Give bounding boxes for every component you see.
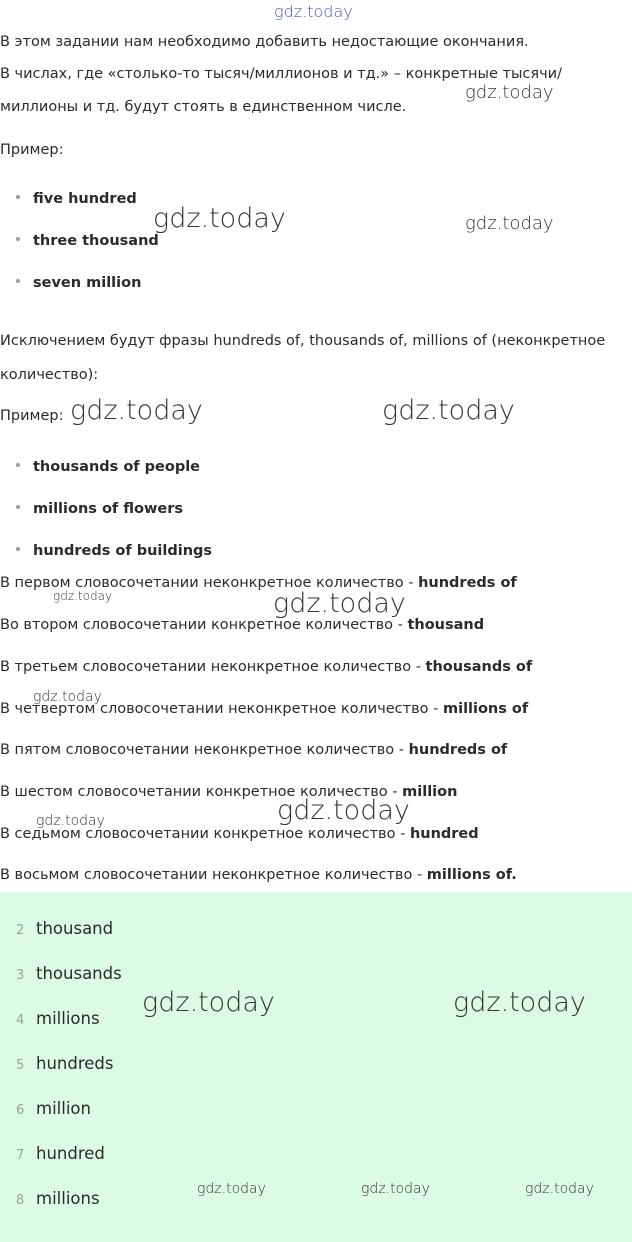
row-number: 6 [16, 1103, 25, 1118]
intro-line-2: В числах, где «столько-то тысяч/миллионов и тд.» – конкретные тысячи/ [0, 66, 562, 82]
explanation-line: В пятом словосочетании неконкретное количество - hundreds of [0, 742, 508, 758]
watermark: gdz.today [70, 395, 203, 426]
watermark: gdz.today [465, 213, 554, 234]
explanation-line: В шестом словосочетании конкретное количество - million [0, 784, 458, 800]
example-text: three thousand [33, 233, 159, 249]
watermark: gdz.today [153, 203, 286, 234]
watermark: gdz.today [465, 82, 554, 103]
answer-row [16, 1054, 114, 1073]
row-number: 7 [16, 1148, 25, 1163]
answer-row [16, 1009, 100, 1028]
watermark: gdz.today [361, 1181, 430, 1197]
explanation-line: В восьмом словосочетании неконкретное количество - millions of. [0, 867, 517, 883]
watermark: gdz.today [33, 689, 102, 705]
example-text: millions of flowers [33, 501, 183, 517]
watermark: gdz.today [142, 987, 275, 1018]
answer-word: thousands [36, 964, 122, 983]
example-label-2: Пример: [0, 408, 64, 424]
example-text: five hundred [33, 191, 137, 207]
explanation-answer: hundred [409, 826, 479, 842]
watermark: gdz.today [525, 1181, 594, 1197]
watermark: gdz.today [453, 987, 586, 1018]
explanation-answer: million [402, 784, 458, 800]
answer-word: million [36, 1099, 91, 1118]
list-item [16, 501, 183, 517]
explanation-answer: thousand [407, 617, 485, 633]
answer-row [16, 1189, 100, 1208]
example-label-1: Пример: [0, 142, 64, 158]
list-item [16, 233, 159, 249]
watermark: gdz.today [277, 795, 410, 826]
row-number: 3 [16, 968, 25, 983]
answer-word: hundred [36, 1144, 105, 1163]
answer-word: millions [36, 1189, 100, 1208]
bullet-icon [16, 505, 20, 509]
explanation-line: В седьмом словосочетании конкретное количество - hundred [0, 826, 479, 842]
bullet-icon [16, 195, 20, 199]
list-item [16, 275, 141, 291]
watermark: gdz.today [36, 813, 105, 829]
answer-word: thousand [36, 919, 114, 938]
explanation-line: В четвертом словосочетании неконкретное количество - millions of [0, 701, 529, 717]
intro-line-3: миллионы и тд. будут стоять в единственном числе. [0, 99, 407, 115]
explanation-answer: hundreds of [418, 575, 517, 591]
row-number: 4 [16, 1013, 25, 1028]
row-number: 2 [16, 923, 25, 938]
explanation-line: В третьем словосочетании неконкретное количество - thousands of [0, 659, 533, 675]
row-number: 8 [16, 1193, 25, 1208]
example-text: seven million [33, 275, 142, 291]
row-number: 5 [16, 1058, 25, 1073]
answer-row [16, 1144, 105, 1163]
answer-row [16, 1099, 91, 1118]
answer-word: millions [36, 1009, 100, 1028]
watermark: gdz.today [273, 588, 406, 619]
example-text: thousands of people [33, 459, 201, 475]
explanation-line: Во втором словосочетании конкретное количество - thousand [0, 617, 485, 633]
example-text: hundreds of buildings [33, 543, 213, 559]
list-item [16, 543, 212, 559]
watermark: gdz.today [53, 589, 113, 603]
header-watermark: gdz.today [274, 2, 353, 21]
explanation-answer: thousands of [425, 659, 533, 675]
watermark: gdz.today [197, 1181, 266, 1197]
answer-row [16, 964, 122, 983]
explanation-answer: hundreds of [408, 742, 508, 758]
list-item [16, 191, 137, 207]
answer-row [16, 919, 113, 938]
bullet-icon [16, 279, 20, 283]
bullet-icon [16, 463, 20, 467]
bullet-icon [16, 237, 20, 241]
intro-line-1: В этом задании нам необходимо добавить недостающие окончания. [0, 34, 529, 50]
explanation-line: В первом словосочетании неконкретное количество - hundreds of [0, 575, 517, 591]
answer-word: hundreds [36, 1054, 114, 1073]
exception-line-2: количество): [0, 367, 99, 383]
bullet-icon [16, 547, 20, 551]
exception-line-1: Исключением будут фразы hundreds of, thousands of, millions of (неконкретное [0, 333, 606, 349]
explanation-answer: millions of [442, 701, 529, 717]
explanation-answer: millions of. [426, 867, 517, 883]
watermark: gdz.today [382, 395, 515, 426]
list-item [16, 459, 200, 475]
